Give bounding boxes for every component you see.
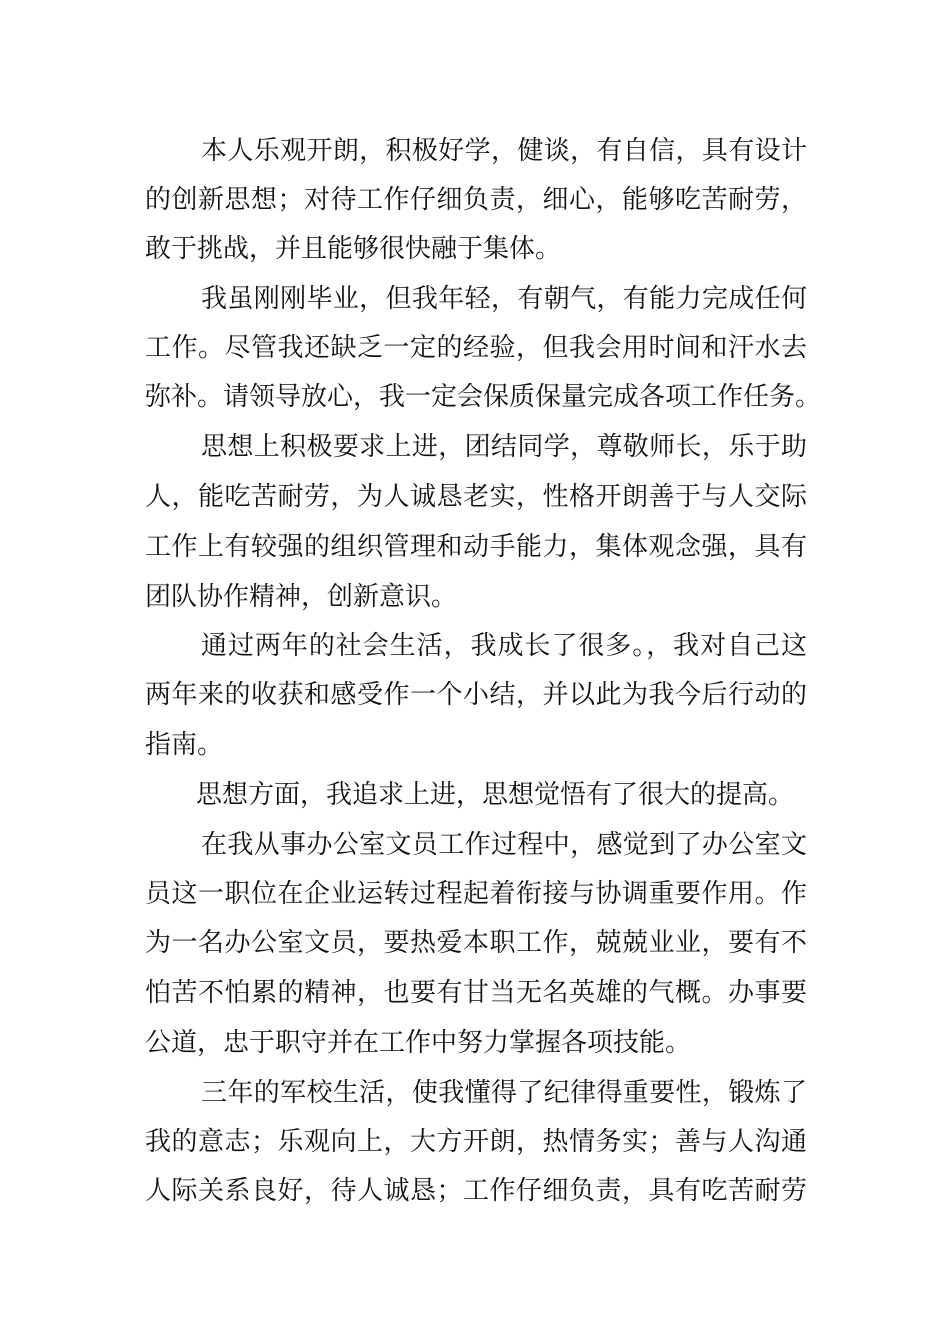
- text-line: 为一名办公室文员，要热爱本职工作，兢兢业业，要有不: [145, 928, 807, 958]
- text-line: 敢于挑战，并且能够很快融于集体。: [145, 234, 562, 264]
- text-line: 的创新思想；对待工作仔细负责，细心，能够吃苦耐劳，: [145, 185, 807, 215]
- text-line: 两年来的收获和感受作一个小结，并以此为我今后行动的: [145, 680, 807, 710]
- text-line: 三年的军校生活，使我懂得了纪律得重要性，锻炼了: [201, 1078, 807, 1108]
- text-line: 工作。尽管我还缺乏一定的经验，但我会用时间和汗水去: [145, 333, 807, 363]
- text-line: 在我从事办公室文员工作过程中，感觉到了办公室文: [201, 830, 807, 860]
- text-line: 指南。: [145, 730, 224, 760]
- text-line: 我的意志；乐观向上，大方开朗，热情务实；善与人沟通: [145, 1127, 807, 1157]
- text-line: 思想上积极要求上进，团结同学，尊敬师长，乐于助: [201, 432, 807, 462]
- text-line: 怕苦不怕累的精神，也要有甘当无名英雄的气概。办事要: [145, 978, 807, 1008]
- text-line: 公道，忠于职守并在工作中努力掌握各项技能。: [145, 1028, 692, 1058]
- text-line: 团队协作精神，创新意识。: [145, 582, 458, 612]
- text-line: 弥补。请领导放心，我一定会保质保量完成各项工作任务。: [145, 382, 822, 412]
- text-line: 思想方面，我追求上进，思想觉悟有了很大的提高。: [196, 780, 795, 810]
- text-line: 工作上有较强的组织管理和动手能力，集体观念强，具有: [145, 532, 807, 562]
- text-line: 通过两年的社会生活，我成长了很多。，我对自己这: [201, 631, 807, 661]
- text-line: 本人乐观开朗，积极好学，健谈，有自信，具有设计: [201, 136, 807, 166]
- text-line: 我虽刚刚毕业，但我年轻，有朝气，有能力完成任何: [201, 284, 807, 314]
- text-line: 人，能吃苦耐劳，为人诚恳老实，性格开朗善于与人交际: [145, 482, 807, 512]
- text-line: 人际关系良好，待人诚恳；工作仔细负责，具有吃苦耐劳: [145, 1176, 807, 1206]
- text-line: 员这一职位在企业运转过程起着衔接与协调重要作用。作: [145, 879, 807, 909]
